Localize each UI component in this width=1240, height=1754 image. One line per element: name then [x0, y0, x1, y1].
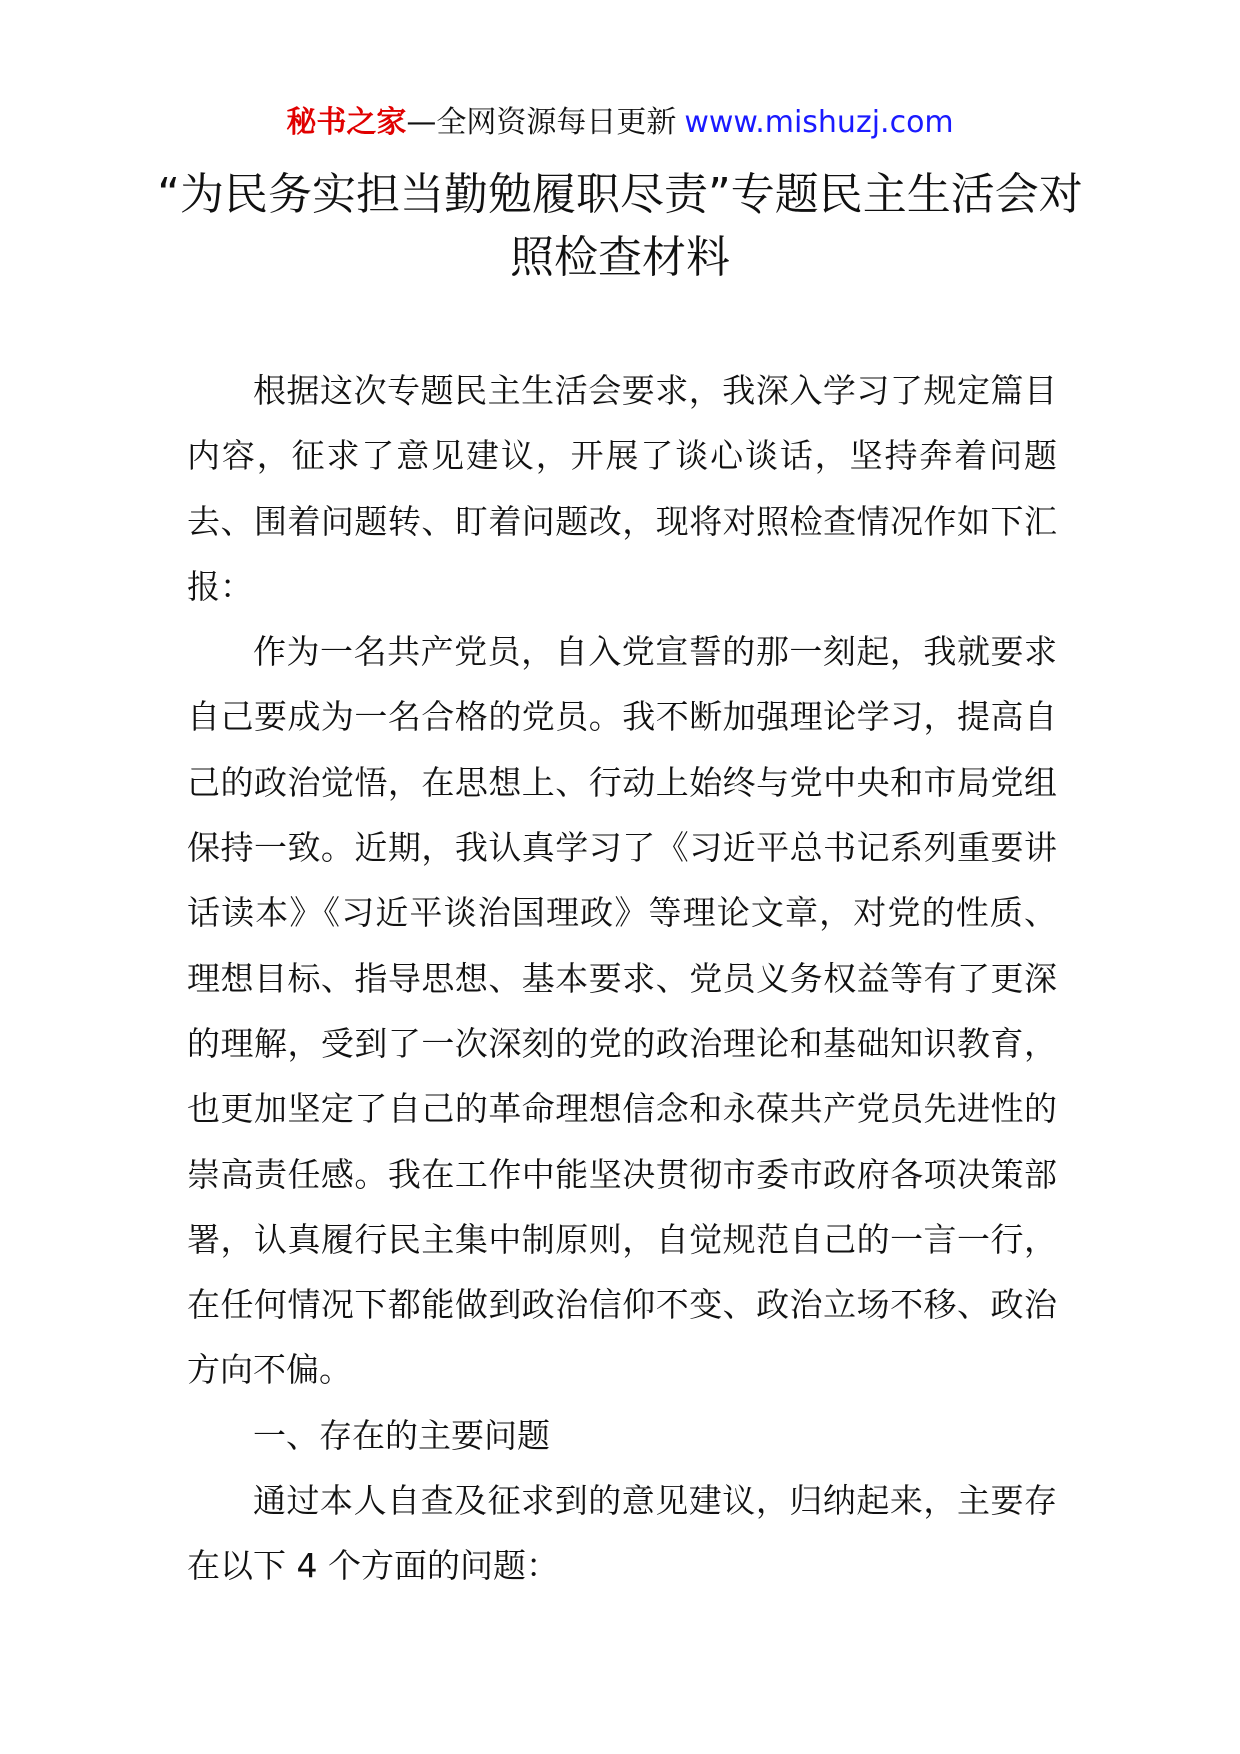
site-tagline: —全网资源每日更新 [406, 105, 677, 140]
site-url-link[interactable]: www.mishuzj.com [684, 105, 954, 140]
paragraph-party-member: 作为一名共产党员，自入党宣誓的那一刻起，我就要求自己要成为一名合格的党员。我不断加强理论学习，提高自己的政治觉悟，在思想上、行动上始终与党中央和市局党组保持一致。近期，我认真学习了《习近平总书记系列重要讲话读本》《习近平谈治国理政》等理论文章，对党的性质、理想目标、指导思想、基本要求、党员义务权益等有了更深的理解，受到了一次深刻的党的政治理论和基础知识教育，也更加坚定了自己的革命理想信念和永葆共产党员先进性的崇高责任感。我在工作中能坚决贯彻市委市政府各项决策部署，认真履行民主集中制原则，自觉规范自己的一言一行，在任何情况下都能做到政治信仰不变、政治立场不移、政治方向不偏。 [187, 632, 1057, 1390]
paragraph-problems-summary: 通过本人自查及征求到的意见建议，归纳起来，主要存在以下 4 个方面的问题： [187, 1481, 1057, 1586]
paragraph-intro: 根据这次专题民主生活会要求，我深入学习了规定篇目内容，征求了意见建议，开展了谈心谈话，坚持奔着问题去、围着问题转、盯着问题改，现将对照检查情况作如下汇报： [187, 371, 1057, 606]
site-brand: 秘书之家 [286, 105, 407, 140]
section-heading-main-problems: 一、存在的主要问题 [253, 1415, 550, 1455]
site-header [0, 103, 1240, 143]
document-title: “为民务实担当勤勉履职尽责”专题民主生活会对照检查材料 [157, 169, 1083, 283]
document-body [187, 358, 1057, 1599]
